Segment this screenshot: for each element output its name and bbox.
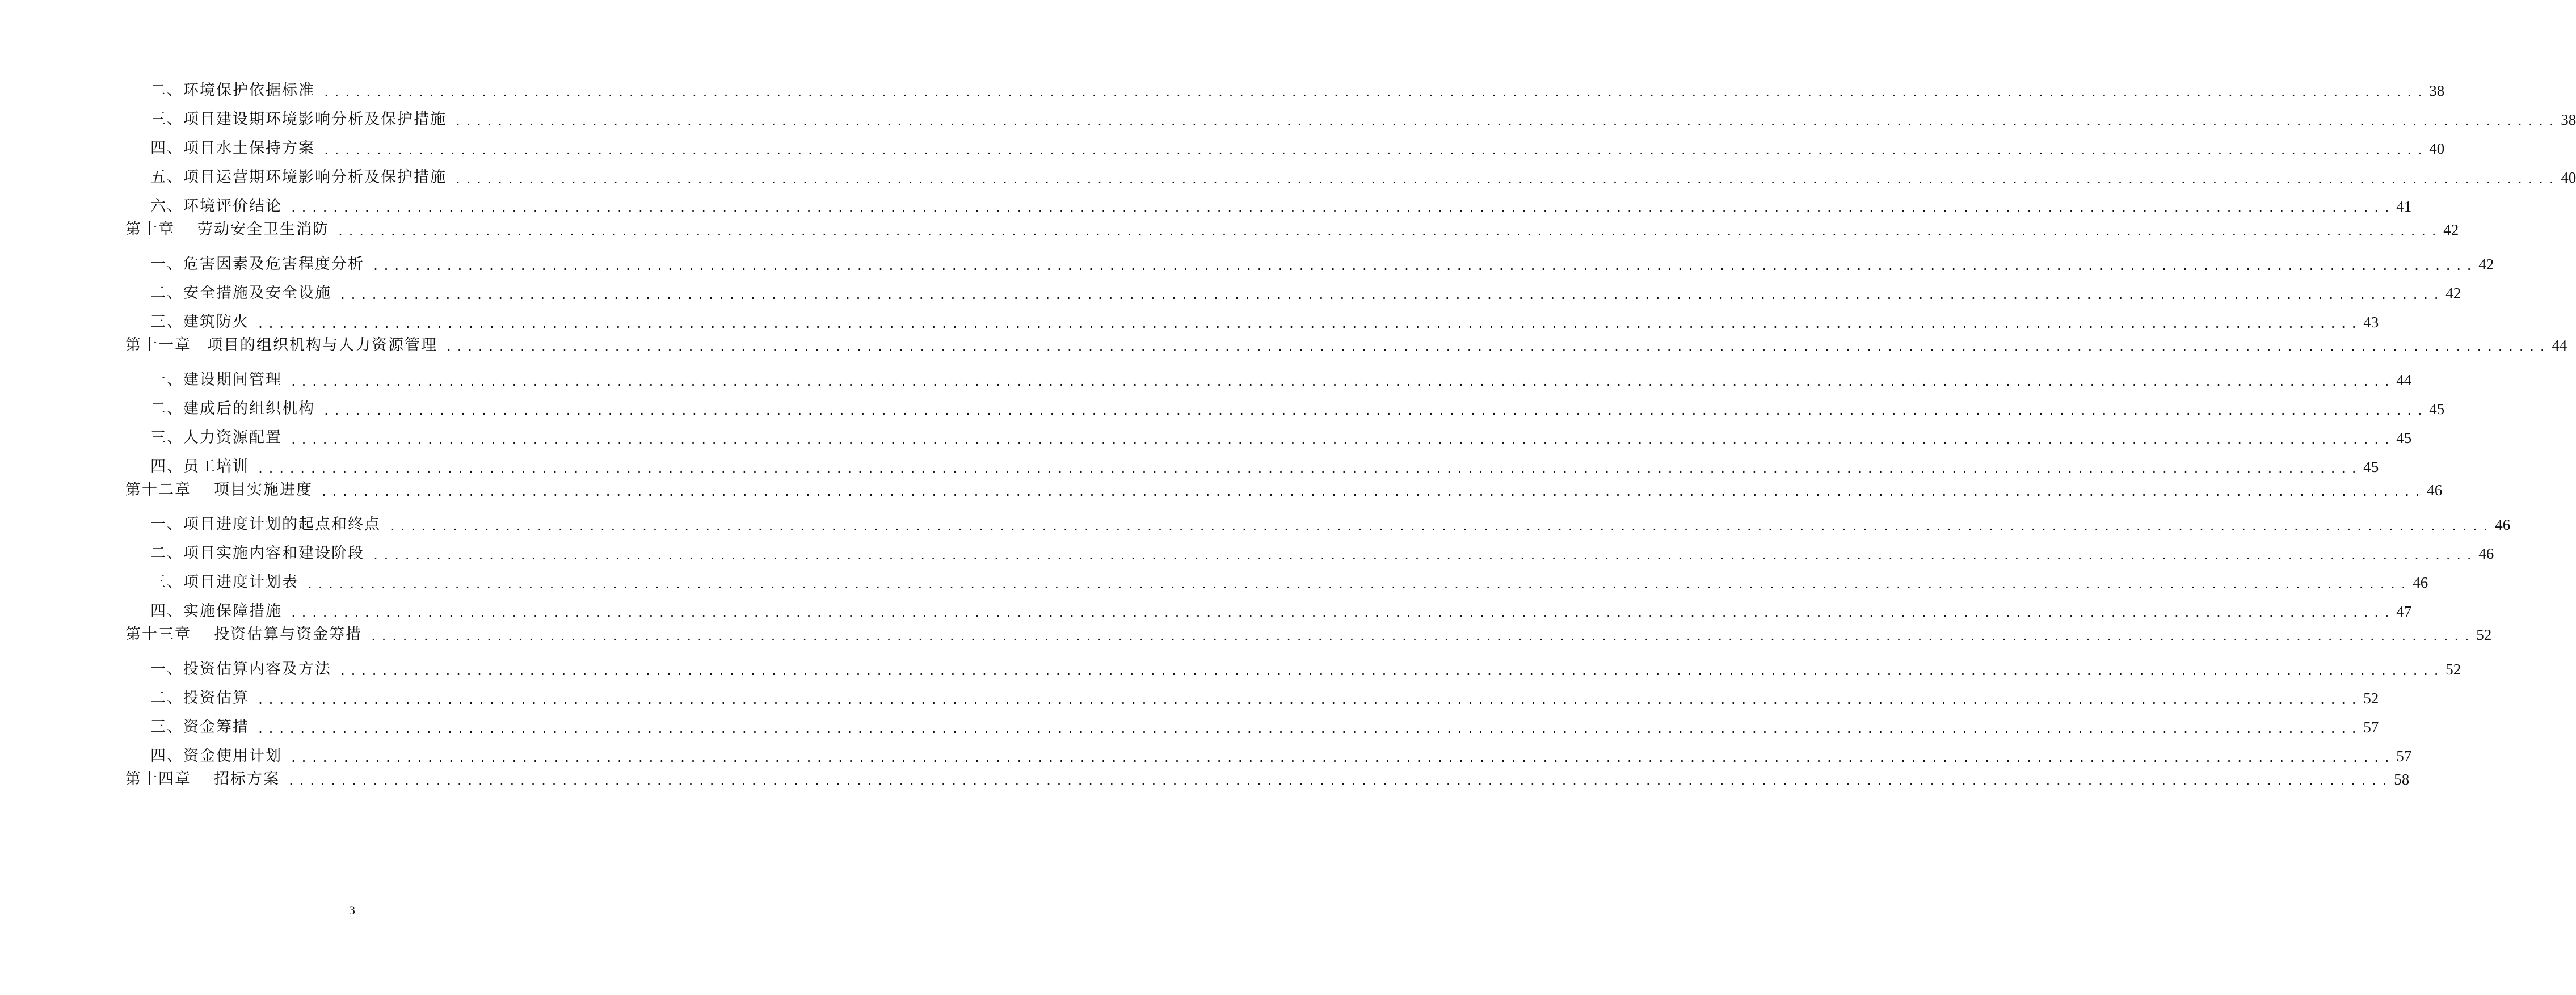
toc-chapter-entry[interactable] (125, 766, 2410, 789)
toc-page-number: 40 (2561, 169, 2576, 186)
toc-chapter-title: 劳动安全卫生消防 (197, 221, 329, 238)
toc-page-number: 38 (2561, 111, 2576, 128)
toc-entry-title: 一、危害因素及危害程度分析 (150, 255, 364, 273)
toc-page-number: 47 (2396, 603, 2412, 620)
toc-page-number: 38 (2429, 82, 2445, 99)
toc-dot-leader: ........................................................................................................................................................................................................ (290, 606, 2394, 620)
toc-section-entry[interactable] (150, 569, 2428, 592)
toc-section-entry[interactable] (150, 598, 2412, 621)
toc-dot-leader: ........................................................................................................................................................................................................ (372, 259, 2477, 273)
toc-page-number: 46 (2427, 482, 2443, 499)
toc-entry-title: 三、资金筹措 (150, 718, 249, 736)
toc-dot-leader: ........................................................................................................................................................................................................ (290, 201, 2394, 215)
toc-section-entry[interactable] (150, 280, 2461, 302)
toc-dot-leader: ........................................................................................................................................................................................................ (290, 433, 2394, 446)
toc-page-number: 45 (2396, 429, 2412, 446)
toc-entry-title: 三、项目进度计划表 (150, 574, 298, 591)
toc-chapter-number: 第十章 (125, 221, 175, 238)
toc-dot-leader: ........................................................................................................................................................................................................ (372, 549, 2477, 562)
toc-dot-leader: ........................................................................................................................................................................................................ (454, 172, 2559, 186)
toc-entry-title: 五、项目运营期环境影响分析及保护措施 (150, 168, 447, 186)
toc-entry-title: 四、项目水土保持方案 (150, 140, 315, 157)
toc-chapter-title: 招标方案 (214, 770, 280, 788)
toc-section-entry[interactable] (150, 540, 2494, 563)
toc-dot-leader: ........................................................................................................................................................................................................ (321, 485, 2425, 499)
toc-section-entry[interactable] (150, 714, 2379, 736)
toc-entry-title: 一、建设期间管理 (150, 371, 282, 389)
toc-chapter-title: 项目的组织机构与人力资源管理 (207, 336, 437, 354)
toc-chapter-number: 第十三章 (125, 626, 191, 643)
toc-entry-title (125, 221, 329, 239)
toc-chapter-title: 投资估算与资金筹措 (214, 626, 362, 643)
toc-dot-leader: ........................................................................................................................................................................................................ (290, 375, 2394, 389)
toc-dot-leader: ........................................................................................................................................................................................................ (389, 520, 2493, 533)
toc-dot-leader: ........................................................................................................................................................................................................ (323, 144, 2427, 157)
toc-entry-title: 四、资金使用计划 (150, 747, 282, 765)
toc-section-entry[interactable] (150, 366, 2412, 389)
toc-entry-title (125, 626, 362, 644)
toc-entry-title: 四、员工培训 (150, 458, 249, 475)
toc-entry-title: 二、项目实施内容和建设阶段 (150, 545, 364, 562)
toc-page-number: 44 (2396, 372, 2412, 389)
toc-chapter-entry[interactable] (125, 332, 2567, 355)
toc-dot-leader: ........................................................................................................................................................................................................ (370, 630, 2474, 643)
toc-dot-leader: ........................................................................................................................................................................................................ (257, 317, 2362, 331)
toc-entry-title: 四、实施保障措施 (150, 602, 282, 620)
toc-dot-leader: ........................................................................................................................................................................................................ (339, 664, 2444, 678)
toc-page-number: 40 (2429, 140, 2445, 157)
toc-chapter-entry[interactable] (125, 477, 2443, 499)
toc-entry-title (125, 481, 313, 499)
toc-section-entry[interactable] (150, 453, 2379, 476)
toc-entry-title: 三、人力资源配置 (150, 429, 282, 446)
toc-section-entry[interactable] (150, 251, 2494, 273)
toc-page-number: 42 (2443, 221, 2459, 238)
toc-section-entry[interactable] (150, 424, 2412, 447)
toc-entry-title: 一、项目进度计划的起点和终点 (150, 516, 381, 533)
toc-dot-leader: ........................................................................................................................................................................................................ (323, 404, 2427, 418)
toc-entry-title: 二、安全措施及安全设施 (150, 284, 331, 302)
toc-chapter-number: 第十一章 (125, 336, 191, 354)
toc-page-number: 43 (2363, 314, 2379, 331)
toc-section-entry[interactable] (150, 395, 2445, 418)
toc-section-entry[interactable] (150, 77, 2445, 100)
toc-chapter-entry[interactable] (125, 216, 2459, 239)
toc-page-number: 57 (2363, 719, 2379, 736)
toc-dot-leader: ........................................................................................................................................................................................................ (454, 115, 2559, 128)
toc-entry-title: 六、环境评价结论 (150, 197, 282, 215)
toc-section-entry[interactable] (150, 511, 2511, 534)
toc-page-number: 46 (2413, 574, 2428, 591)
toc-entry-title (125, 336, 437, 355)
toc-page-number: 45 (2363, 458, 2379, 475)
toc-entry-title: 一、投资估算内容及方法 (150, 660, 331, 678)
toc-section-entry[interactable] (150, 193, 2412, 216)
toc-page-number: 57 (2396, 748, 2412, 765)
toc-page-number: 46 (2478, 545, 2494, 562)
toc-section-entry[interactable] (150, 309, 2379, 331)
toc-dot-leader: ........................................................................................................................................................................................................ (445, 340, 2550, 354)
toc-entry-title (125, 770, 280, 789)
toc-page-number: 52 (2445, 661, 2461, 678)
toc-page-number: 46 (2495, 516, 2511, 533)
toc-dot-leader: ........................................................................................................................................................................................................ (339, 288, 2444, 302)
toc-page-number: 42 (2478, 256, 2494, 273)
toc-chapter-title: 项目实施进度 (214, 481, 313, 499)
toc-page-number: 52 (2476, 626, 2492, 643)
toc-entry-title: 三、建筑防火 (150, 313, 249, 331)
toc-chapter-entry[interactable] (125, 621, 2492, 644)
toc-page-number: 44 (2552, 337, 2567, 354)
toc-dot-leader: ........................................................................................................................................................................................................ (306, 577, 2411, 591)
toc-dot-leader: ........................................................................................................................................................................................................ (288, 774, 2392, 788)
toc-dot-leader: ........................................................................................................................................................................................................ (323, 86, 2427, 99)
toc-page-number: 42 (2445, 285, 2461, 302)
toc-chapter-number: 第十二章 (125, 481, 191, 499)
toc-entry-title: 二、投资估算 (150, 689, 249, 707)
toc-page-number: 58 (2394, 771, 2410, 788)
page-number: 3 (349, 903, 355, 917)
toc-entry-title: 二、建成后的组织机构 (150, 400, 315, 418)
toc-entry-title: 三、项目建设期环境影响分析及保护措施 (150, 111, 447, 128)
toc-dot-leader: ........................................................................................................................................................................................................ (257, 462, 2362, 475)
toc-section-entry[interactable] (150, 656, 2461, 678)
toc-entry-title: 二、环境保护依据标准 (150, 82, 315, 99)
toc-dot-leader: ........................................................................................................................................................................................................ (337, 225, 2442, 238)
toc-chapter-number: 第十四章 (125, 770, 191, 788)
toc-section-entry[interactable] (150, 135, 2445, 158)
toc-dot-leader: ........................................................................................................................................................................................................ (257, 693, 2362, 707)
toc-section-entry[interactable] (150, 106, 2576, 129)
toc-page-number: 41 (2396, 198, 2412, 215)
toc-section-entry[interactable] (150, 164, 2576, 187)
toc-page-number: 45 (2429, 400, 2445, 418)
toc-dot-leader: ........................................................................................................................................................................................................ (290, 751, 2394, 765)
toc-page-number: 52 (2363, 690, 2379, 707)
toc-section-entry[interactable] (150, 743, 2412, 765)
toc-dot-leader: ........................................................................................................................................................................................................ (257, 722, 2362, 736)
toc-section-entry[interactable] (150, 685, 2379, 707)
